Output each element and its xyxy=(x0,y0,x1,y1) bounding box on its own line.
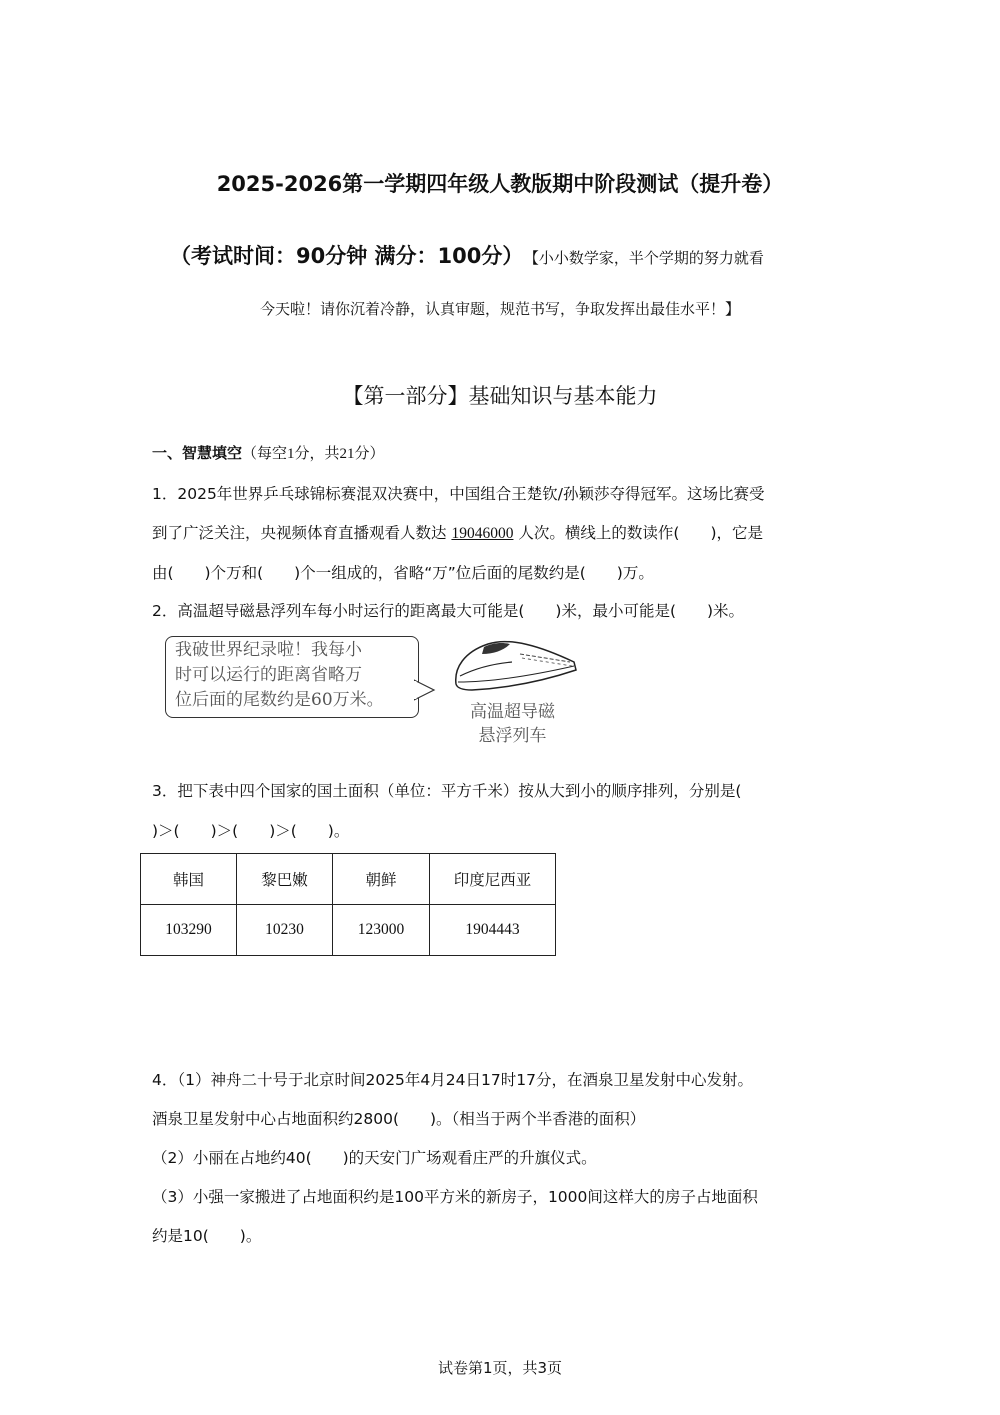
intro-text-part1: 【小小数学家，半个学期的努力就看 xyxy=(531,249,764,267)
country-area-table xyxy=(140,853,556,956)
q2-line1: 2．高温超导磁悬浮列车每小时运行的距离最大可能是( )米，最小可能是( )米。 xyxy=(152,602,745,620)
bubble-line: 时可以运行的距离省略万 xyxy=(175,665,362,685)
intro-text-part2: 今天啦！请你沉着冷静，认真审题，规范书写，争取发挥出最佳水平！】 xyxy=(259,300,740,318)
q4-line2: 酒泉卫星发射中心占地面积约2800( )。（相当于两个半香港的面积） xyxy=(152,1110,646,1128)
section-note: （每空1分，共21分） xyxy=(242,446,385,462)
speech-bubble-text xyxy=(175,638,415,713)
caption-line: 悬浮列车 xyxy=(478,726,547,746)
table-header-cell: 黎巴嫩 xyxy=(237,854,333,905)
q1-line2-post: 人次。横线上的数读作( )，它是 xyxy=(518,524,763,542)
q1-line1: 1．2025年世界乒乓球锦标赛混双决赛中，中国组合王楚钦/孙颖莎夺得冠军。这场比赛受 xyxy=(152,485,765,503)
q1-underlined-number: 19046000 xyxy=(451,525,514,542)
section-heading xyxy=(152,442,385,463)
q4-line4: （3）小强一家搬进了占地面积约是100平方米的新房子，1000间这样大的房子占地面积 xyxy=(152,1188,758,1206)
table-header-row xyxy=(141,854,556,905)
part-heading: 【第一部分】基础知识与基本能力 xyxy=(342,384,658,408)
q1-line3: 由( )个万和( )个一组成的，省略“万”位后面的尾数约是( )万。 xyxy=(152,564,654,582)
caption-line: 高温超导磁 xyxy=(470,702,555,722)
section-title: 一、智慧填空 xyxy=(152,444,243,462)
q3-line1: 3．把下表中四个国家的国土面积（单位：平方千米）按从大到小的顺序排列，分别是( xyxy=(152,782,742,800)
q4-line5: 约是10( )。 xyxy=(152,1227,262,1245)
bubble-line: 我破世界纪录啦！我每小 xyxy=(175,640,362,660)
q1-line2 xyxy=(152,521,763,543)
q1-line2-pre: 到了广泛关注，央视频体育直播观看人数达 xyxy=(152,524,447,542)
table-cell: 10230 xyxy=(237,905,333,956)
train-caption xyxy=(455,700,570,748)
table-cell: 103290 xyxy=(141,905,237,956)
exam-time-score: （考试时间：90分钟 满分：100分） xyxy=(170,244,524,268)
table-header-cell: 朝鲜 xyxy=(333,854,430,905)
table-cell: 123000 xyxy=(333,905,430,956)
table-row xyxy=(141,905,556,956)
table-cell: 1904443 xyxy=(430,905,556,956)
table-header-cell: 韩国 xyxy=(141,854,237,905)
page-footer: 试卷第1页，共3页 xyxy=(437,1359,563,1377)
q3-line2: )＞( )＞( )＞( )。 xyxy=(152,822,350,840)
exam-info-line xyxy=(170,240,764,270)
bubble-line: 位后面的尾数约是60万米。 xyxy=(175,690,384,710)
table-header-cell: 印度尼西亚 xyxy=(430,854,556,905)
speech-bubble-tail xyxy=(414,678,438,704)
maglev-train-icon xyxy=(450,632,580,694)
exam-title: 2025-2026第一学期四年级人教版期中阶段测试（提升卷） xyxy=(216,172,784,196)
q4-line3: （2）小丽在占地约40( )的天安门广场观看庄严的升旗仪式。 xyxy=(152,1149,597,1167)
q4-line1: 4．（1）神舟二十号于北京时间2025年4月24日17时17分，在酒泉卫星发射中心发射。 xyxy=(152,1071,753,1089)
